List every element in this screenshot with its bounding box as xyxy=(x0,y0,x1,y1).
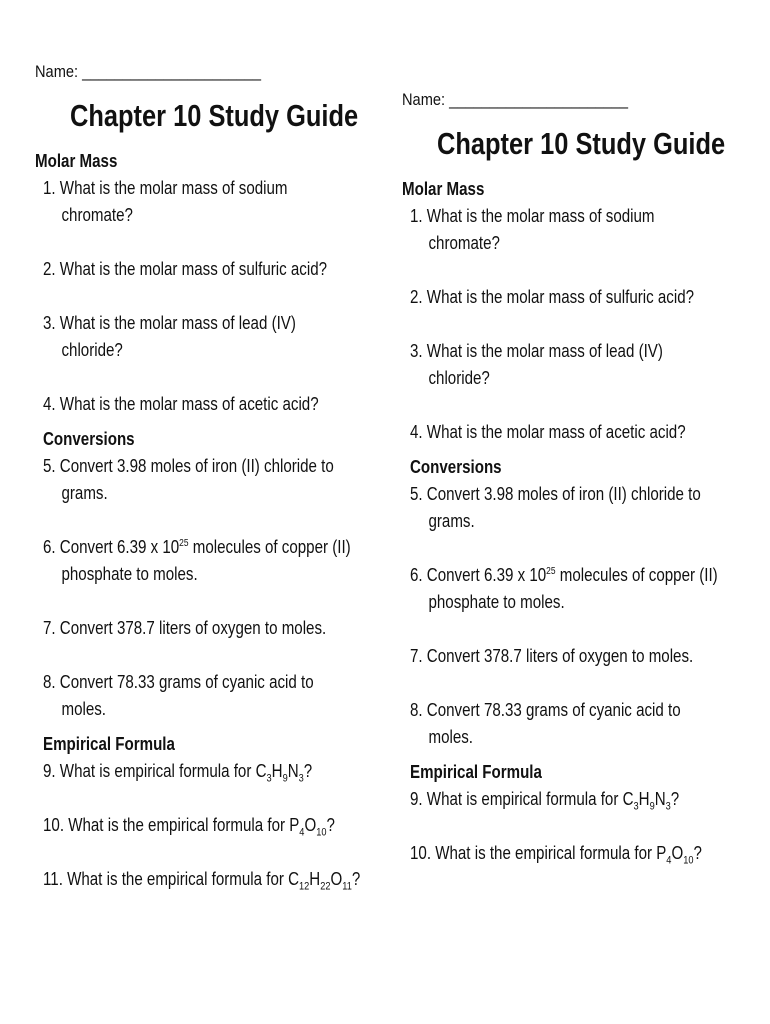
question-5 xyxy=(410,481,738,535)
section-heading-empirical-formula: Empirical Formula xyxy=(410,762,542,782)
section-heading-conversions: Conversions xyxy=(43,429,135,449)
question-8 xyxy=(410,697,738,751)
question-2: 2. What is the molar mass of sulfuric acid? xyxy=(410,287,695,307)
question-9: 9. What is empirical formula for $C_3H_9N_3$? xyxy=(43,761,313,785)
page-title: Chapter 10 Study Guide xyxy=(437,126,726,161)
page-title: Chapter 10 Study Guide xyxy=(70,98,359,133)
question-10: 10. What is the empirical formula for $P_4O_{10}$? xyxy=(43,815,335,839)
question-8 xyxy=(43,669,371,723)
section-heading-molar-mass: Molar Mass xyxy=(35,151,118,171)
name-field-label: Name: ______________________ xyxy=(35,62,262,81)
question-text: phosphate to moles. xyxy=(428,592,565,612)
question-9: 9. What is empirical formula for $C_3H_9N_3$? xyxy=(410,789,680,813)
study-guide-right xyxy=(402,88,752,867)
question-10: 10. What is the empirical formula for $P_4O_{10}$? xyxy=(410,843,702,867)
question-6 xyxy=(410,562,738,616)
section-heading-empirical-formula: Empirical Formula xyxy=(43,734,175,754)
question-4: 4. What is the molar mass of acetic acid? xyxy=(410,422,686,442)
question-5 xyxy=(43,453,371,507)
question-2: 2. What is the molar mass of sulfuric acid? xyxy=(43,259,328,279)
question-1 xyxy=(43,175,371,229)
question-7: 7. Convert 378.7 liters of oxygen to moles. xyxy=(43,618,327,638)
name-field-label: Name: ______________________ xyxy=(402,90,629,109)
question-text: moles. xyxy=(61,699,107,719)
question-text: chromate? xyxy=(428,233,500,253)
question-text: 3. What is the molar mass of lead (IV) xyxy=(43,313,296,333)
question-text: 1. What is the molar mass of sodium xyxy=(410,206,655,226)
question-11: 11. What is the empirical formula for $C_{12}H_{22}O_{11}$? xyxy=(43,869,361,893)
question-text: 5. Convert 3.98 moles of iron (II) chloride to xyxy=(43,456,334,476)
question-text: chloride? xyxy=(428,368,490,388)
question-text: 6. Convert 6.39 x $10^{25}$ molecules of copper (II) xyxy=(43,537,351,557)
question-text: phosphate to moles. xyxy=(61,564,198,584)
question-text: 5. Convert 3.98 moles of iron (II) chloride to xyxy=(410,484,701,504)
question-text: chromate? xyxy=(61,205,133,225)
question-text: grams. xyxy=(428,511,475,531)
question-text: 8. Convert 78.33 grams of cyanic acid to xyxy=(43,672,314,692)
question-7: 7. Convert 378.7 liters of oxygen to moles. xyxy=(410,646,694,666)
question-text: moles. xyxy=(428,727,474,747)
section-heading-molar-mass: Molar Mass xyxy=(402,179,485,199)
question-text: 6. Convert 6.39 x $10^{25}$ molecules of copper (II) xyxy=(410,565,718,585)
question-3 xyxy=(43,310,371,364)
question-text: grams. xyxy=(61,483,108,503)
question-6 xyxy=(43,534,371,588)
question-1 xyxy=(410,203,738,257)
study-guide-left xyxy=(35,60,385,893)
section-heading-conversions: Conversions xyxy=(410,457,502,477)
question-4: 4. What is the molar mass of acetic acid? xyxy=(43,394,319,414)
question-text: 3. What is the molar mass of lead (IV) xyxy=(410,341,663,361)
question-text: 1. What is the molar mass of sodium xyxy=(43,178,288,198)
question-text: chloride? xyxy=(61,340,123,360)
question-text: 8. Convert 78.33 grams of cyanic acid to xyxy=(410,700,681,720)
question-3 xyxy=(410,338,738,392)
